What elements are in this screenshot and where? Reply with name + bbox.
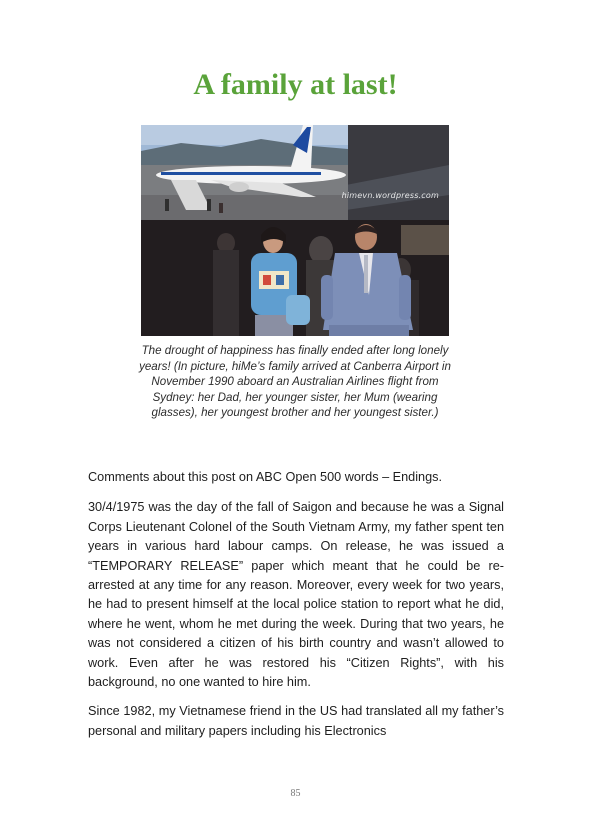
family-photo: [141, 125, 449, 336]
airport-photo-illustration: [141, 125, 449, 336]
article-body: [88, 468, 504, 751]
body-paragraph-intro: Comments about this post on ABC Open 500 words – Endings.: [88, 470, 443, 484]
page-title: A family at last!: [193, 68, 398, 101]
body-paragraph: 30/4/1975 was the day of the fall of Saigon and because he was a Signal Corps Lieutenant Colonel of the South Vietnam Army, my father spent ten years in various hard labour camps. On release, he was issued a “TEMPORARY RELEASE” paper which meant that he could be re-arrested at any time for any reason. Moreover, every week for two years, he had to present himself at the local police station to report what he did, where he went, whom he met during the week. During that two years, he was not considered a citizen of his birth country and wasn’t allowed to work. Even after he was restored his “Citizen Rights”, with his background, no one wanted to hire him.: [88, 500, 504, 690]
page-number: 85: [290, 788, 301, 799]
photo-caption: The drought of happiness has finally ended after long lonely years! (In picture, hiMe’s family arrived at Canberra Airport in November 1990 aboard an Australian Airlines flight from Sydney: her Dad, her younger sister, her Mum (wearing glasses), her youngest brother and her youngest sister.): [139, 344, 451, 419]
photo-watermark: himevn.wordpress.com: [341, 191, 439, 200]
body-paragraph: Since 1982, my Vietnamese friend in the US had translated all my father’s personal and military papers including his Electronics: [88, 704, 504, 738]
